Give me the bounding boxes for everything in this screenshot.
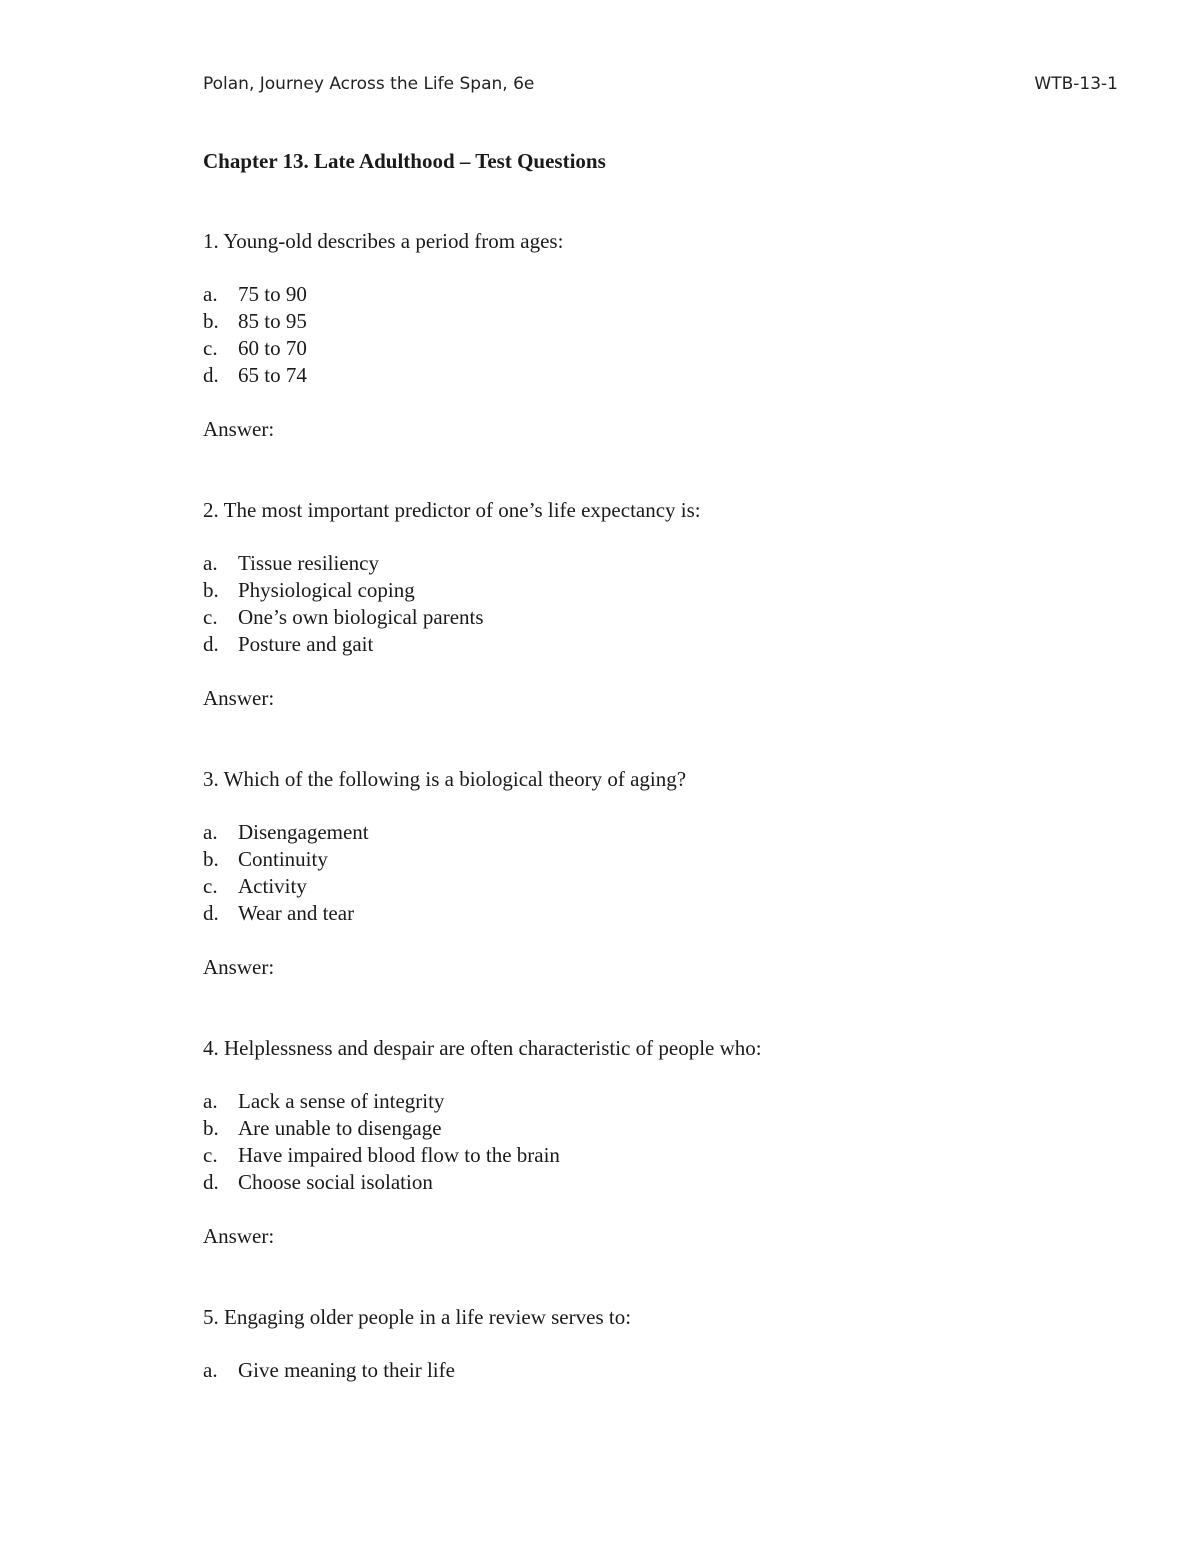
option-text: 65 to 74 [238, 363, 307, 387]
option-letter: c. [203, 874, 218, 898]
option-c [203, 335, 1103, 362]
option-letter: b. [203, 847, 219, 871]
option-text: Give meaning to their life [238, 1358, 455, 1382]
question-3 [203, 766, 1103, 981]
option-text: Continuity [238, 847, 328, 871]
option-list [203, 550, 1103, 658]
option-text: Physiological coping [238, 578, 415, 602]
option-a [203, 550, 1103, 577]
question-5 [203, 1304, 1103, 1384]
option-text: Activity [238, 874, 307, 898]
option-a [203, 819, 1103, 846]
option-letter: a. [203, 551, 218, 575]
option-a [203, 281, 1103, 308]
option-text: One’s own biological parents [238, 605, 484, 629]
question-4 [203, 1035, 1103, 1250]
option-letter: b. [203, 578, 219, 602]
option-list [203, 1357, 1103, 1384]
option-letter: d. [203, 1170, 219, 1194]
option-text: 75 to 90 [238, 282, 307, 306]
question-stem: 4. Helplessness and despair are often characteristic of people who: [203, 1036, 762, 1060]
option-text: Choose social isolation [238, 1170, 433, 1194]
option-d [203, 1169, 1103, 1196]
option-text: Posture and gait [238, 632, 374, 656]
option-c [203, 873, 1103, 900]
question-stem: 2. The most important predictor of one’s life expectancy is: [203, 498, 701, 522]
option-b [203, 846, 1103, 873]
option-text: Are unable to disengage [238, 1116, 442, 1140]
option-letter: b. [203, 1116, 219, 1140]
option-letter: a. [203, 820, 218, 844]
answer-label: Answer: [203, 417, 275, 441]
option-letter: c. [203, 1143, 218, 1167]
chapter-title: Chapter 13. Late Adulthood – Test Questions [203, 149, 606, 173]
document-body [203, 148, 1103, 1411]
option-b [203, 577, 1103, 604]
option-text: Disengagement [238, 820, 369, 844]
header-book-title: Polan, Journey Across the Life Span, 6e [203, 74, 535, 94]
answer-label: Answer: [203, 686, 275, 710]
option-letter: b. [203, 309, 219, 333]
question-stem: 1. Young-old describes a period from ages: [203, 229, 564, 253]
option-list [203, 281, 1103, 389]
option-text: Lack a sense of integrity [238, 1089, 445, 1113]
option-letter: c. [203, 605, 218, 629]
option-letter: a. [203, 1089, 218, 1113]
question-1 [203, 228, 1103, 443]
option-b [203, 1115, 1103, 1142]
question-2 [203, 497, 1103, 712]
answer-label: Answer: [203, 955, 275, 979]
option-text: 60 to 70 [238, 336, 307, 360]
option-letter: d. [203, 632, 219, 656]
option-letter: c. [203, 336, 218, 360]
option-text: Wear and tear [238, 901, 355, 925]
question-stem: 5. Engaging older people in a life review serves to: [203, 1305, 632, 1329]
option-list [203, 819, 1103, 927]
option-a [203, 1357, 1103, 1384]
option-text: 85 to 95 [238, 309, 307, 333]
option-d [203, 362, 1103, 389]
question-stem: 3. Which of the following is a biological theory of aging? [203, 767, 687, 791]
option-c [203, 604, 1103, 631]
option-a [203, 1088, 1103, 1115]
option-letter: a. [203, 282, 218, 306]
answer-label: Answer: [203, 1224, 275, 1248]
header-page-id: WTB-13-1 [1034, 74, 1118, 94]
option-text: Tissue resiliency [238, 551, 379, 575]
option-d [203, 631, 1103, 658]
option-list [203, 1088, 1103, 1196]
option-b [203, 308, 1103, 335]
page-header [203, 74, 1118, 100]
option-c [203, 1142, 1103, 1169]
option-d [203, 900, 1103, 927]
option-text: Have impaired blood flow to the brain [238, 1143, 560, 1167]
option-letter: a. [203, 1358, 218, 1382]
option-letter: d. [203, 363, 219, 387]
option-letter: d. [203, 901, 219, 925]
